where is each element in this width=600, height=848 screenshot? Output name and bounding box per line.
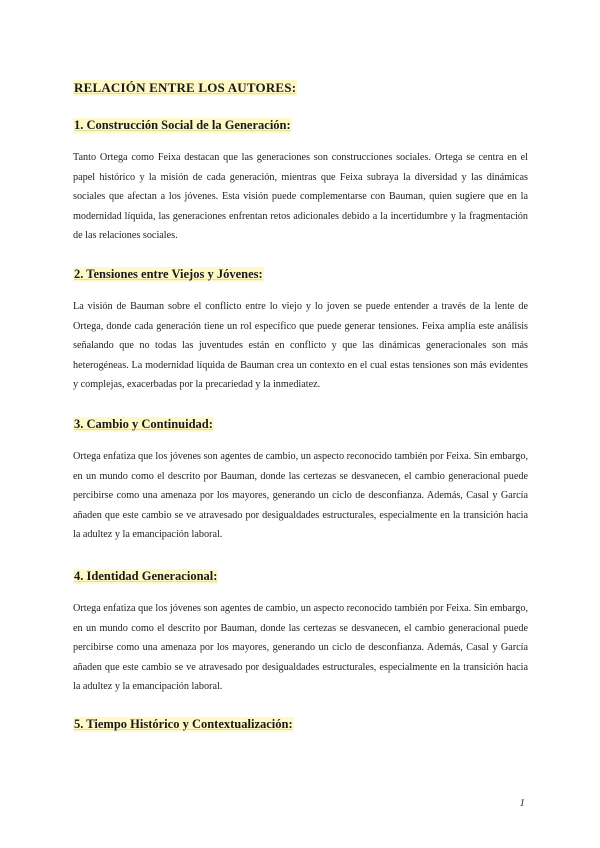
section-1 (73, 116, 528, 246)
page-number: 1 (519, 797, 525, 809)
section-3 (73, 415, 528, 545)
section-heading: 3. Cambio y Continuidad: (74, 417, 213, 431)
section-heading: 5. Tiempo Histórico y Contextualización: (74, 717, 293, 731)
section-5 (73, 715, 528, 733)
section-2 (73, 265, 528, 395)
section-body: Ortega enfatiza que los jóvenes son agentes de cambio, un aspecto reconocido también por Feixa. Sin embargo, en un mundo como el descrito por Bauman, donde las certezas se desvanecen, el cambio generacional puede percibirse como una amenaza por los mayores, generando un ciclo de desconfianza. Además, Casal y García añaden que este cambio se ve atravesado por desigualdades estructurales, especialmente en la transición hacia la adultez y la emancipación laboral. (73, 451, 528, 540)
page-title: RELACIÓN ENTRE LOS AUTORES: (74, 80, 297, 95)
section-body: La visión de Bauman sobre el conflicto entre lo viejo y lo joven se puede entender a través de la lente de Ortega, donde cada generación tiene un rol específico que puede generar tensiones. Feixa amplía este análisis señalando que no todas las juventudes están en conflicto y que las dinámicas generacionales son más heterogéneas. La modernidad líquida de Bauman crea un contexto en el cual estas tensiones son más evidentes y complejas, exacerbadas por la precariedad y la inmediatez. (73, 301, 528, 390)
section-body: Ortega enfatiza que los jóvenes son agentes de cambio, un aspecto reconocido también por Feixa. Sin embargo, en un mundo como el descrito por Bauman, donde las certezas se desvanecen, el cambio generacional puede percibirse como una amenaza por los mayores, generando un ciclo de desconfianza. Además, Casal y García añaden que este cambio se ve atravesado por desigualdades estructurales, especialmente en la transición hacia la adultez y la emancipación laboral. (73, 603, 528, 692)
section-heading: 2. Tensiones entre Viejos y Jóvenes: (74, 267, 263, 281)
section-body: Tanto Ortega como Feixa destacan que las generaciones son construcciones sociales. Ortega se centra en el papel histórico y la misión de cada generación, mientras que Feixa subraya la diversidad y las dinámicas sociales que afectan a los jóvenes. Esta visión puede complementarse con Bauman, quien sugiere que en la modernidad líquida, las generaciones enfrentan retos adicionales debido a la incertidumbre y la fragmentación de las relaciones sociales. (73, 152, 528, 241)
section-4 (73, 567, 528, 697)
section-heading: 1. Construcción Social de la Generación: (74, 118, 291, 132)
section-heading: 4. Identidad Generacional: (74, 569, 218, 583)
